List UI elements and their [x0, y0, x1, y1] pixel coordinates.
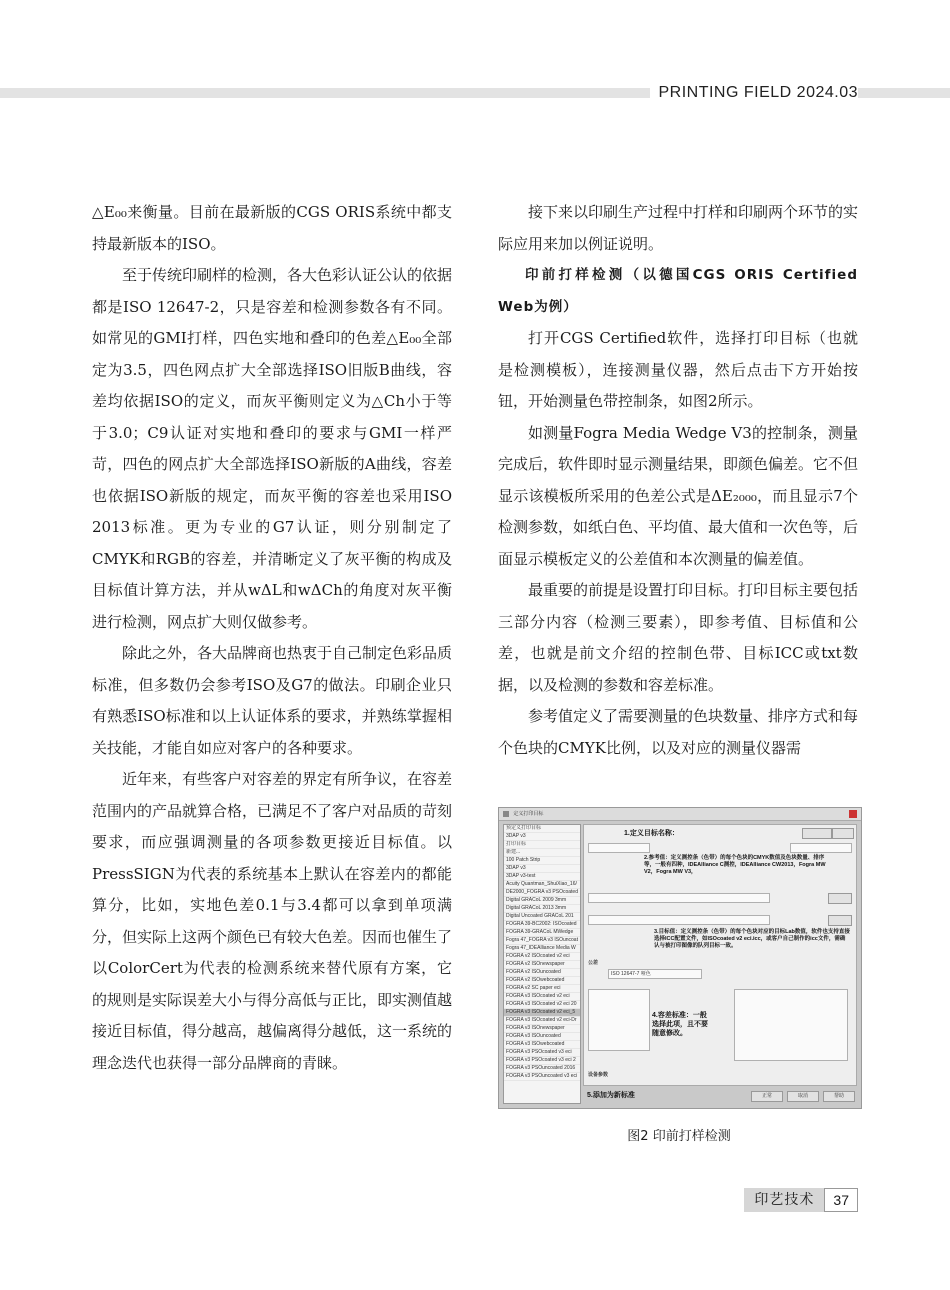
list-item: FOGRA v3 PSOcoated v3 eci	[504, 1049, 580, 1057]
list-item: 3DAP v3-test	[504, 873, 580, 881]
export-button	[802, 828, 832, 839]
page-number: 37	[824, 1188, 858, 1212]
figure-window-title: 定义打印目标	[513, 811, 544, 817]
left-column	[92, 197, 452, 1079]
paragraph: 除此之外，各大品牌商也热衷于自己制定色彩品质标准，但多数仍会参考ISO及G7的做法。印刷企业只有熟悉ISO标准和以上认证体系的要求，并熟练掌握相关技能，才能自如应对客户的各种要求。	[92, 644, 453, 757]
paragraph: 最重要的前提是设置打印目标。打印目标主要包括三部分内容（检测三要素），即参考值、目标值和公差，也就是前文介绍的控制色带、目标ICC或txt数据，以及检测的参数和容差标准。	[498, 581, 859, 694]
footer-section-label: 印艺技术	[744, 1188, 824, 1212]
app-icon	[503, 811, 509, 817]
list-item: 打印目标	[504, 841, 580, 849]
list-item: FOGRA v3 PSOcoated v3 eci 2	[504, 1057, 580, 1065]
list-item: FOGRA v3 ISOcoated v2 eci 20	[504, 1001, 580, 1009]
reference-path-field	[588, 893, 770, 903]
list-item: 3DAP v3	[504, 833, 580, 841]
device-select	[790, 843, 852, 853]
import-button	[832, 828, 854, 839]
tolerance-select: ISO 12647-7 哑色	[608, 969, 702, 979]
list-item: FOGRA v3 ISOcoated v2 eci-Dr	[504, 1017, 580, 1025]
figure-caption: 图2 印前打样检测	[627, 1129, 731, 1144]
paragraph: 如测量Fogra Media Wedge V3的控制条，测量完成后，软件即时显示测量结果，即颜色偏差。它不但显示该模板所采用的色差公式是ΔE₂₀₀₀，而且显示7个检测参数，如纸白色、平均值、最大值和一次色等，后面显示模板定义的公差值和本次测量的偏差值。	[498, 423, 859, 568]
annotation-3: 3.目标值：定义测控条（色带）的每个色块对应的目标Lab数值，软件也支持直接选择ICC配置文件，如ISOcoated v2 eci.icc，或客户自己制作的icc文件，需确认与被打印图像的队列目标一致。	[654, 929, 850, 949]
annotation-5: 5.添加为新标准	[587, 1092, 635, 1099]
list-item: 100 Patch Strip	[504, 857, 580, 865]
paragraph: △E₀₀来衡量。目前在最新版的CGS ORIS系统中都支持最新版本的ISO。	[92, 203, 452, 253]
target-name-field	[588, 843, 650, 853]
figure-bottom-bar	[583, 1088, 857, 1104]
list-item: Fogra 47_FOGRA v3 ISOuncoat	[504, 937, 580, 945]
target-list	[503, 824, 581, 1104]
list-item: Digital GRACoL 2013 3mm	[504, 905, 580, 913]
list-item: 新建...	[504, 849, 580, 857]
list-item: FOGRA v2 SC paper eci	[504, 985, 580, 993]
close-icon	[849, 810, 857, 818]
paragraph: 参考值定义了需要测量的色块数量、排序方式和每个色块的CMYK比例，以及对应的测量仪器需	[498, 707, 859, 757]
help-button: 帮助	[823, 1091, 855, 1102]
list-item: Fogra 47_IDEAlliance Media W	[504, 945, 580, 953]
list-item: DE2000_FOGRA v3 PSOcoated	[504, 889, 580, 897]
list-item: FOGRA v3 PSOuncoated v3 eci	[504, 1073, 580, 1081]
list-item: FOGRA 39-BC2002: ISOcoated	[504, 921, 580, 929]
right-column	[498, 197, 858, 764]
section-heading: 印前打样检测（以德国CGS ORIS Certified Web为例）	[498, 267, 858, 315]
tolerance-grid	[734, 989, 848, 1061]
device-section-label: 设备参数	[588, 1072, 609, 1078]
list-item: FOGRA v3 PSOuncoated 2016	[504, 1065, 580, 1073]
list-item: Acuity Quantman_ShuiXiao_16/	[504, 881, 580, 889]
list-item: FOGRA v3 ISOuncoated	[504, 1033, 580, 1041]
cancel-button: 取消	[787, 1091, 819, 1102]
figure-window-titlebar	[499, 808, 861, 821]
list-item: FOGRA v2 ISOwebcoated	[504, 977, 580, 985]
paragraph: 近年来，有些客户对容差的界定有所争议，在容差范围内的产品就算合格，已满足不了客户对品质的苛刻要求，而应强调测量的各项参数更接近目标值。以PressSIGN为代表的系统基本上默认在容差内的都能算分，比如，实地色差0.1与3.4都可以拿到单项满分，但实际上这两个颜色已有较大色差。因而也催生了以ColorCert为代表的检测系统来替代原有方案，它的规则是实际误差大小与得分高低与正比，即实测值越接近目标值，得分越高，越偏离得分越低，这一系统的理念迭代也获得一部分品牌商的青睐。	[92, 770, 453, 1072]
running-title: PRINTING FIELD 2024.03	[650, 82, 858, 104]
list-item: FOGRA v2 ISOnewspaper	[504, 961, 580, 969]
list-item: 3DAP v3	[504, 865, 580, 873]
list-item: FOGRA v3 ISOwebcoated	[504, 1041, 580, 1049]
browse-button	[828, 893, 852, 904]
tolerance-parameter-list	[588, 989, 650, 1051]
list-item: FOGRA v2 ISOuncoated	[504, 969, 580, 977]
list-item: FOGRA v2 ISOcoated v2 eci	[504, 953, 580, 961]
target-path-field	[588, 915, 770, 925]
list-item: Digital Uncoated GRACoL 201	[504, 913, 580, 921]
target-settings-panel	[583, 824, 857, 1086]
list-item: FOGRA v3 ISOnewspaper	[504, 1025, 580, 1033]
ok-button: 正常	[751, 1091, 783, 1102]
footer	[744, 1188, 858, 1212]
list-item: Digital GRACoL 2009 3mm	[504, 897, 580, 905]
tolerance-section-label: 公差	[588, 960, 599, 966]
list-item: 预定义打印目标	[504, 825, 580, 833]
list-item: FOGRA 39-GRACoL MWedge	[504, 929, 580, 937]
paragraph: 至于传统印刷样的检测，各大色彩认证公认的依据都是ISO 12647-2，只是容差和检测参数各有不同。如常见的GMI打样，四色实地和叠印的色差△E₀₀全部定为3.5，四色网点扩大全部选择ISO旧版B曲线，容差均依据ISO的定义，而灰平衡则定义为△Ch小于等于3.0；C9认证对实地和叠印的要求与GMI一样严苛，四色的网点扩大全部选择ISO新版的A曲线，容差也依据ISO新版的规定，而灰平衡的容差也采用ISO 2013标准。更为专业的G7认证，则分别制定了CMYK和RGB的容差，并清晰定义了灰平衡的构成及目标值计算方法，并从wΔL和wΔCh的角度对灰平衡进行检测，网点扩大则仅做参考。	[92, 266, 453, 631]
paragraph: 打开CGS Certified软件，选择打印目标（也就是检测模板），连接测量仪器，然后点击下方开始按钮，开始测量色带控制条，如图2所示。	[498, 329, 858, 410]
browse-button	[828, 915, 852, 926]
figure-screenshot	[498, 807, 862, 1109]
annotation-4: 4.容差标准：一般选择此项，且不要随意修改。	[652, 1012, 708, 1037]
paragraph: 接下来以印刷生产过程中打样和印刷两个环节的实际应用来加以例证说明。	[498, 203, 859, 253]
annotation-1: 1.定义目标名称：	[624, 830, 679, 837]
list-item: FOGRA v3 ISOcoated v2 eci_5	[504, 1009, 580, 1017]
annotation-2: 2.参考值：定义测控条（色带）的每个色块的CMYK数值及色块数量、排序等，一般有四种，IDEAlliance C测控，IDEAlliance CW2013，Fogra MW V2，Fogra MW V3，	[644, 855, 826, 875]
list-item: FOGRA v3 ISOcoated v2 eci	[504, 993, 580, 1001]
